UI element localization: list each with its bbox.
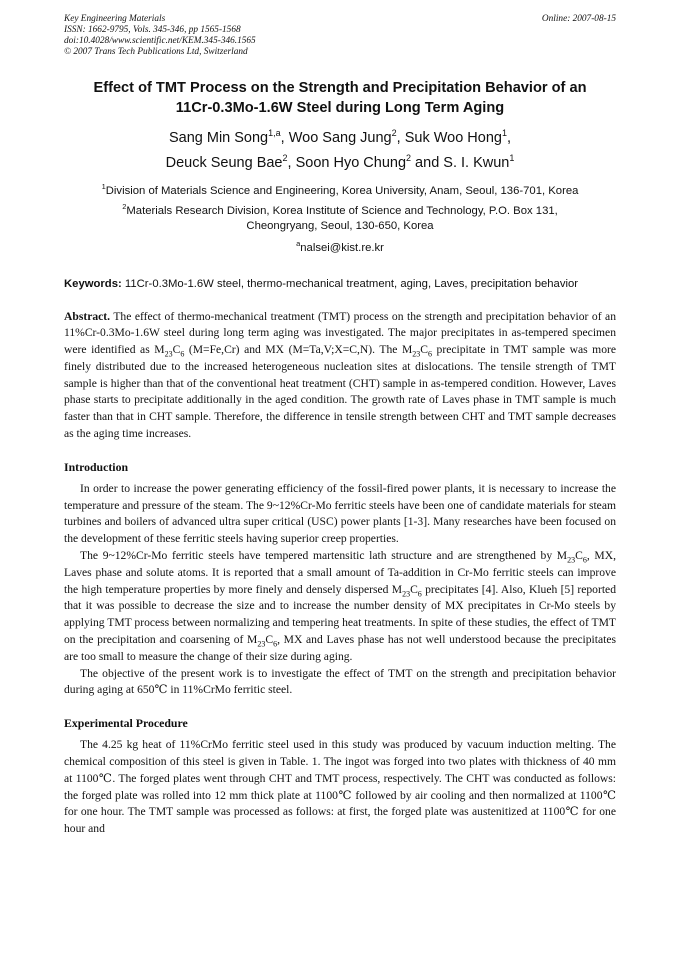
authors-line-2: Deuck Seung Bae$^2$, Soon Hyo Chung$^2$ and S. I. Kwun$^1$	[165, 153, 515, 171]
abstract-label: Abstract.	[64, 309, 111, 323]
paper-title	[64, 78, 616, 118]
subscript: 23	[402, 588, 411, 598]
subscript: 6	[582, 555, 587, 565]
body-text: C	[265, 633, 274, 647]
affil-mark: 2	[122, 201, 127, 211]
affiliation-1	[64, 184, 616, 200]
email-address[interactable]: nalsei@kist.re.kr	[300, 241, 384, 254]
author-affil-mark: 2	[406, 153, 412, 164]
affil-mark: 1	[101, 182, 106, 192]
abstract	[64, 309, 616, 443]
affil-text: Division of Materials Science and Engineering, Korea University, Anam, Seoul, 136-701, Korea	[105, 185, 579, 197]
subscript: 23	[164, 349, 173, 359]
abstract-text: C	[172, 343, 181, 357]
keywords-text: 11Cr-0.3Mo-1.6W steel, thermo-mechanical treatment, aging, Laves, precipitation behavior	[121, 277, 579, 290]
abstract-text: C	[420, 343, 428, 357]
body-text: C	[575, 549, 583, 563]
authors-line-1: Sang Min Song$^{1,a}$, Woo Sang Jung$^2$, Suk Woo Hong$^1$,	[168, 128, 512, 146]
keywords-label: Keywords:	[64, 277, 122, 290]
title-line-2: 11Cr-0.3Mo-1.6W Steel during Long Term Aging	[175, 100, 505, 116]
body-text: C	[410, 582, 418, 596]
affil-text: Cheongryang, Seoul, 130-650, Korea	[246, 220, 434, 232]
author-name: Suk Woo Hong	[404, 130, 502, 146]
author-name: S. I. Kwun	[443, 155, 510, 171]
publication-header	[64, 14, 616, 58]
author-name: Soon Hyo Chung	[295, 155, 407, 171]
author-affil-mark: 1	[509, 153, 515, 164]
author-name: Sang Min Song	[168, 130, 269, 146]
author-affil-mark: 1,a	[268, 128, 281, 139]
author-list	[64, 126, 616, 176]
author-name: Deuck Seung Bae	[165, 155, 283, 171]
subscript: 23	[412, 349, 421, 359]
journal-name: Key Engineering Materials	[64, 14, 166, 24]
keywords	[64, 276, 616, 292]
body-text: , MX and Laves phase has not well understood because the precipitates are too small to measure the change of their size during aging.	[64, 633, 616, 663]
issn-line: ISSN: 1662-9795, Vols. 345-346, pp 1565-1568	[64, 25, 241, 35]
copyright-line: © 2007 Trans Tech Publications Ltd, Switzerland	[64, 47, 248, 57]
journal-info	[64, 14, 256, 58]
author-name: Woo Sang Jung	[288, 130, 392, 146]
subscript: 23	[567, 555, 576, 565]
body-text: , MX, Laves phase and solute atoms. It is reported that a small amount of Ta-addition in Cr-Mo ferritic steels can improve the high temperature properties by more finely and densely dispersed M	[64, 549, 616, 596]
subscript: 6	[417, 588, 422, 598]
intro-paragraph-1: In order to increase the power generating efficiency of the fossil-fired power plants, it is necessary to increase the temperature and pressure of the steam. The 9~12%Cr-Mo ferritic steels have been one of candidate materials for steam turbines and boilers of advanced ultra super critical (USC) power plants [1-3]. Many researches have been focused on the development of these ferritic steels having superior creep properties.	[64, 481, 616, 546]
author-affil-mark: 2	[391, 128, 397, 139]
affil-text: Materials Research Division, Korea Institute of Science and Technology, P.O. Box 131,	[126, 204, 558, 217]
title-line-1: Effect of TMT Process on the Strength and Precipitation Behavior of an	[93, 80, 587, 96]
corresponding-email	[64, 238, 616, 254]
subscript: 6	[180, 349, 185, 359]
section-heading-experimental: Experimental Procedure	[64, 716, 188, 731]
subscript: 6	[273, 639, 278, 649]
section-heading-introduction: Introduction	[64, 459, 129, 474]
email-mark: a	[296, 238, 301, 248]
body-text: The 9~12%Cr-Mo ferritic steels have tempered martensitic lath structure and are strengthened by M	[80, 549, 568, 563]
doi-link[interactable]: doi:10.4028/www.scientific.net/KEM.345-346.1565	[64, 36, 256, 46]
affiliation-2	[64, 201, 616, 235]
subscript: 23	[257, 639, 266, 649]
intro-paragraph-3: The objective of the present work is to investigate the effect of TMT on the strength and precipitation behavior during aging at 650℃ in 11%CrMo ferritic steel.	[64, 666, 616, 697]
author-affil-mark: 1	[501, 128, 507, 139]
abstract-text: The effect of thermo-mechanical treatment (TMT) process on the strength and precipitation behavior of an 11%Cr-0.3Mo-1.6W steel during long term aging was investigated. The major precipitates in as-tempered specimen were identified as M	[64, 309, 616, 357]
experimental-paragraph-1: The 4.25 kg heat of 11%CrMo ferritic steel used in this study was produced by vacuum induction melting. The chemical composition of this steel is given in Table. 1. The ingot was forged into two plates with thickness of 40 mm at 1100℃. The forged plates went through CHT and TMT process, respectively. The CHT was conducted as follows: the forged plate was rolled into 12 mm thick plate at 1100℃ followed by air cooling and then normalized at 1100℃ for one hour. The TMT sample was processed as follows: at first, the forged plate was austenitized at 1100℃ for one hour and	[64, 738, 616, 836]
body-text: precipitates [4]. Also, Klueh [5] reported that it was possible to decrease the size and to increase the number density of MX precipitates in Cr-Mo steels by applying TMT process between normalizing and tempering heat treatments. In spite of these studies, the effect of TMT on the precipitation and coarsening of M	[64, 582, 616, 647]
intro-paragraph-2	[64, 548, 616, 666]
abstract-text: (M=Fe,Cr) and MX (M=Ta,V;X=C,N). The M	[184, 343, 413, 357]
author-affil-mark: 2	[282, 153, 288, 164]
online-date: Online: 2007-08-15	[541, 14, 616, 24]
subscript: 6	[428, 349, 432, 359]
abstract-text: precipitate in TMT sample was more finely distributed due to the increased heterogeneous nucleation sites at dislocations. The tensile strength of TMT sample is higher than that of the conventional heat treatment (CHT) sample in as-tempered condition. However, Laves phase starts to precipitate additionally in the aged condition. The growth rate of Laves phase in TMT sample is much faster than that in CHT sample. Therefore, the difference in tensile strength between CHT and TMT sample decreases as the aging time increases.	[64, 343, 616, 441]
